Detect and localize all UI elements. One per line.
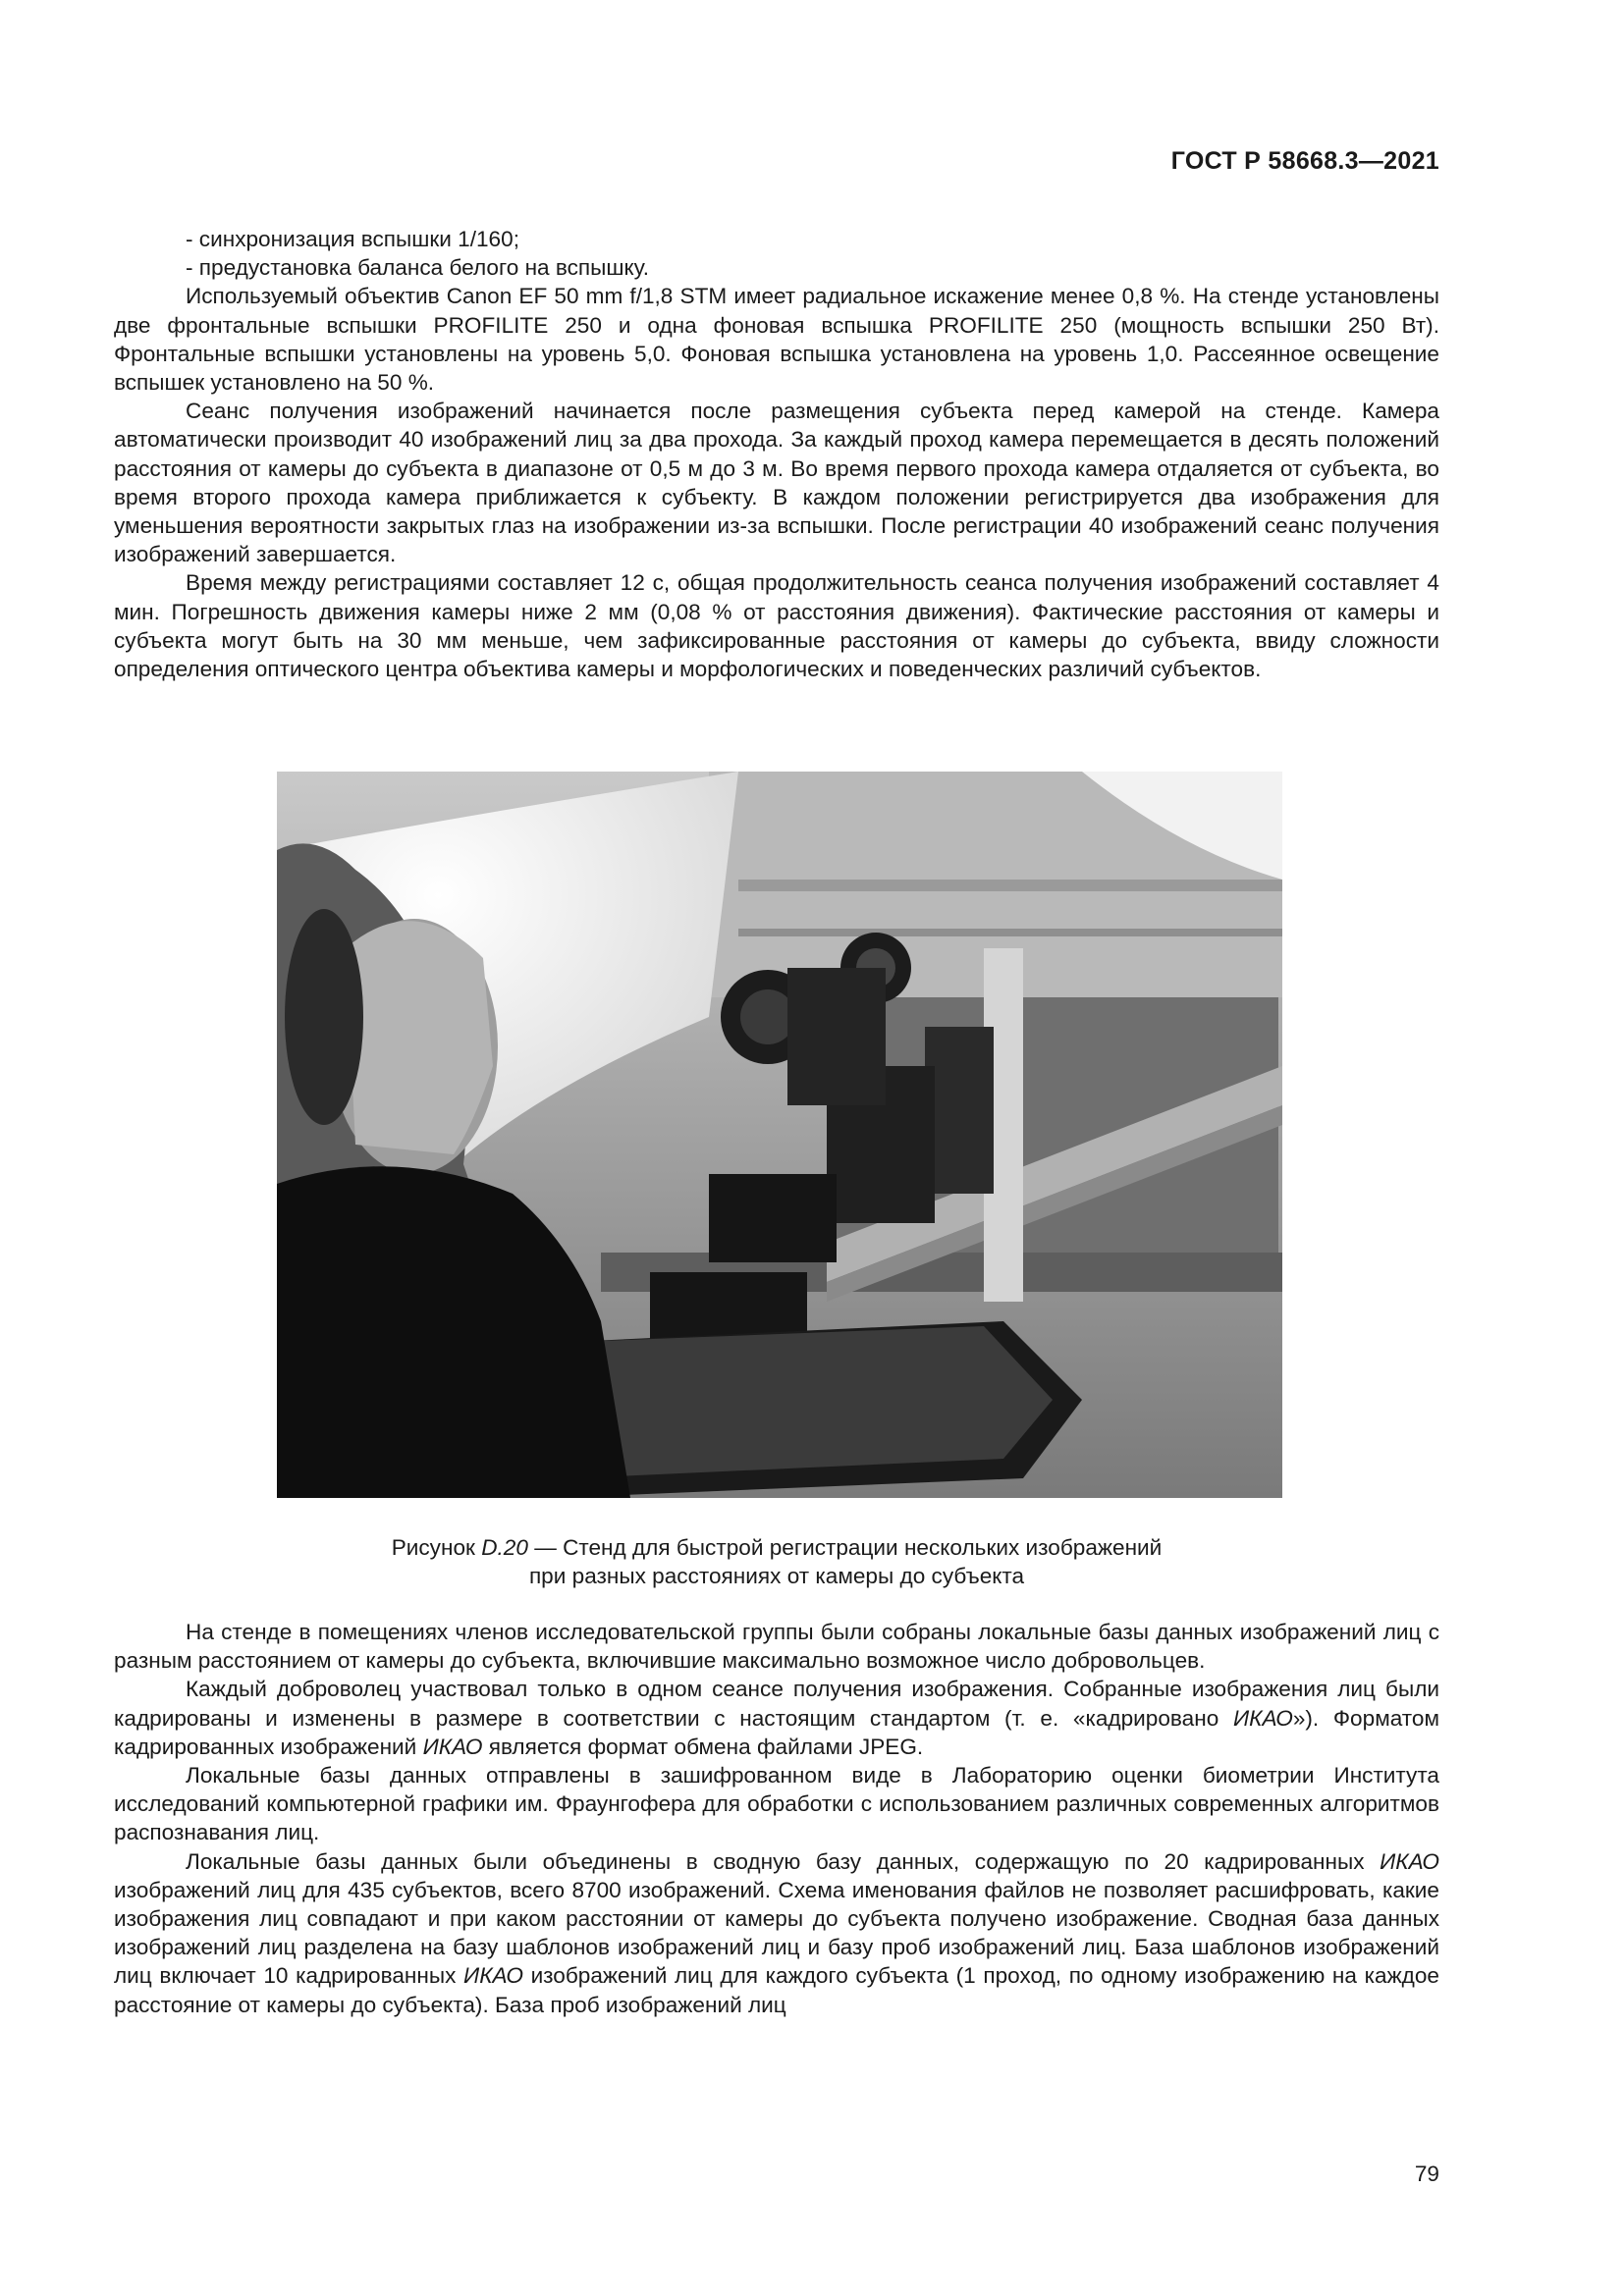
- paragraph: [114, 1675, 1439, 1761]
- paragraph: Используемый объектив Canon EF 50 mm f/1,8 STM имеет радиальное искажение менее 0,8 %. На стенде установлены две фронтальные вспышки PROFILITE 250 и одна фоновая вспышка PROFILITE 250 (мощность вспышки 250 Вт). Фронтальные вспышки установлены на уровень 5,0. Фоновая вспышка установлена на уровень 1,0. Рассеянное освещение вспышек установлено на 50 %.: [114, 284, 1439, 396]
- figure-caption: [114, 1533, 1439, 1590]
- icao-term: ИКАО: [1380, 1848, 1439, 1874]
- text-span: Локальные базы данных были объединены в сводную базу данных, содержащую по 20 кадрированных: [186, 1848, 1380, 1874]
- bottom-text-block: [114, 1618, 1439, 2019]
- top-text-block: [114, 225, 1439, 683]
- paragraph: Локальные базы данных отправлены в зашифрованном виде в Лабораторию оценки биометрии Института исследований компьютерной графики им. Фраунгофера для обработки с использованием различных современных алгоритмов распознавания лиц.: [114, 1763, 1439, 1845]
- paragraph: Время между регистрациями составляет 12 с, общая продолжительность сеанса получения изображений составляет 4 мин. Погрешность движения камеры ниже 2 мм (0,08 % от расстояния движения). Фактические расстояния от камеры и субъекта могут быть на 30 мм меньше, чем зафиксированные расстояния от камеры до субъекта, ввиду сложности определения оптического центра объектива камеры и морфологических и поведенческих различий субъектов.: [114, 570, 1439, 682]
- caption-prefix: Рисунок: [391, 1535, 482, 1560]
- icao-term: ИКАО: [422, 1734, 483, 1759]
- document-id-header: ГОСТ Р 58668.3—2021: [1170, 147, 1439, 175]
- paragraph: - предустановка баланса белого на вспышку.: [186, 255, 649, 281]
- text-span: изображений лиц для каждого субъекта (1 проход, по одному изображению на каждое расстояние от камеры до субъекта). База проб изображений лиц: [114, 1963, 1440, 2017]
- icao-term: ИКАО: [1232, 1705, 1293, 1731]
- text-span: Каждый доброволец участвовал только в одном сеансе получения изображения. Собранные изображения лиц были кадрированы и изменены в размере в соответствии с настоящим стандартом (т. е. «кадрировано: [114, 1677, 1439, 1731]
- figure-photo: [277, 772, 1282, 1498]
- caption-line-1: [114, 1533, 1439, 1562]
- text-span: изображений лиц для 435 субъектов, всего 8700 изображений. Схема именования файлов не позволяет расшифровать, какие изображения лиц совпадают и при каком расстоянии от камеры до субъекта получено изображение. Сводная база данных изображений лиц разделена на базу шаблонов изображений лиц и базу проб изображений лиц. База шаблонов изображений лиц включает 10 кадрированных: [114, 1877, 1439, 1989]
- caption-line-2: при разных расстояниях от камеры до субъекта: [528, 1564, 1025, 1589]
- paragraph: Сеанс получения изображений начинается после размещения субъекта перед камерой на стенде. Камера автоматически производит 40 изображений лиц за два прохода. За каждый проход камера перемещается в десять положений расстояния от камеры до субъекта в диапазоне от 0,5 м до 3 м. Во время первого прохода камера отдаляется от субъекта, во время второго прохода камера приближается к субъекту. В каждом положении регистрируется два изображения для уменьшения вероятности закрытых глаз на изображении из-за вспышки. После регистрации 40 изображений сеанс получения изображений завершается.: [114, 399, 1439, 567]
- page-number: 79: [1414, 2162, 1439, 2186]
- text-span: является формат обмена файлами JPEG.: [482, 1734, 924, 1759]
- camera-rig-photo: [277, 772, 1282, 1498]
- text-span: »). Форматом кадрированных изображений: [114, 1705, 1439, 1759]
- caption-title-part1: — Стенд для быстрой регистрации нескольких изображений: [527, 1535, 1163, 1560]
- paragraph: [114, 1847, 1439, 2019]
- caption-number: D.20: [481, 1535, 528, 1560]
- paragraph: На стенде в помещениях членов исследовательской группы были собраны локальные базы данных изображений лиц с разным расстоянием от камеры до субъекта, включившие максимально возможное число добровольцев.: [114, 1620, 1439, 1674]
- paragraph: - синхронизация вспышки 1/160;: [186, 227, 519, 251]
- icao-term: ИКАО: [463, 1963, 523, 1989]
